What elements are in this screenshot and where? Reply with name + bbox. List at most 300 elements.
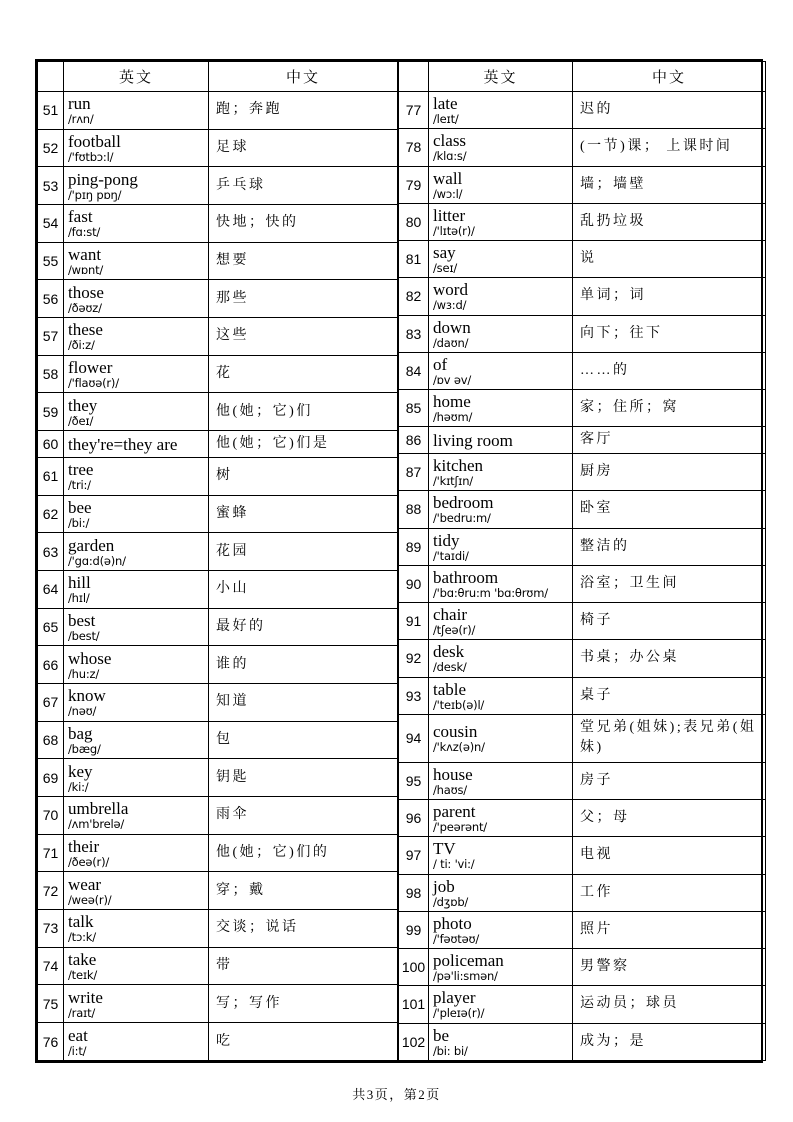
english-cell bbox=[429, 565, 573, 602]
english-cell bbox=[429, 640, 573, 677]
phonetic-transcription: /tɔ:k/ bbox=[68, 930, 96, 945]
phonetic-transcription: /wɜ:d/ bbox=[433, 298, 467, 313]
row-number: 59 bbox=[38, 393, 64, 431]
chinese-translation: 钥匙 bbox=[209, 759, 398, 797]
phonetic-transcription: /ʌm'brelə/ bbox=[68, 817, 125, 832]
english-word: cousin bbox=[433, 722, 478, 742]
row-number: 70 bbox=[38, 797, 64, 835]
header-number-left bbox=[38, 62, 64, 92]
table-row bbox=[38, 457, 398, 495]
chinese-translation: 花 bbox=[209, 355, 398, 393]
chinese-translation: (一节)课； 上课时间 bbox=[573, 129, 766, 166]
english-word: player bbox=[433, 988, 476, 1008]
english-word: talk bbox=[68, 912, 94, 932]
english-cell bbox=[64, 92, 209, 130]
table-row bbox=[38, 1023, 398, 1061]
phonetic-transcription: /wɒnt/ bbox=[68, 263, 104, 278]
english-word: kitchen bbox=[433, 456, 484, 476]
chinese-translation: 父；母 bbox=[573, 800, 766, 837]
english-word: best bbox=[68, 610, 96, 630]
english-cell bbox=[429, 800, 573, 837]
table-row bbox=[38, 608, 398, 646]
table-row bbox=[399, 528, 766, 565]
chinese-translation: 向下；往下 bbox=[573, 315, 766, 352]
english-cell bbox=[64, 947, 209, 985]
row-number: 71 bbox=[38, 834, 64, 872]
row-number: 73 bbox=[38, 910, 64, 948]
row-number: 82 bbox=[399, 278, 429, 315]
row-number: 72 bbox=[38, 872, 64, 910]
english-word: class bbox=[433, 131, 467, 151]
row-number: 97 bbox=[399, 837, 429, 874]
vocab-table-right bbox=[398, 61, 766, 1061]
row-number: 87 bbox=[399, 454, 429, 491]
row-number: 56 bbox=[38, 280, 64, 318]
english-word: photo bbox=[433, 913, 472, 933]
english-word: ping-pong bbox=[68, 169, 138, 189]
chinese-translation: 他(她；它)们 bbox=[209, 393, 398, 431]
phonetic-transcription: /'kʌz(ə)n/ bbox=[433, 740, 485, 755]
phonetic-transcription: /'teɪb(ə)l/ bbox=[433, 697, 485, 712]
table-row bbox=[399, 241, 766, 278]
table-row bbox=[38, 721, 398, 759]
english-cell bbox=[64, 393, 209, 431]
english-cell bbox=[64, 608, 209, 646]
chinese-translation: 足球 bbox=[209, 129, 398, 167]
row-number: 64 bbox=[38, 570, 64, 608]
phonetic-transcription: /tri:/ bbox=[68, 478, 91, 493]
english-cell bbox=[64, 129, 209, 167]
table-row bbox=[38, 872, 398, 910]
english-cell bbox=[429, 92, 573, 129]
phonetic-transcription: /hu:z/ bbox=[68, 666, 100, 681]
english-cell bbox=[429, 911, 573, 948]
header-english-right: 英文 bbox=[429, 62, 573, 92]
table-row bbox=[38, 834, 398, 872]
row-number: 69 bbox=[38, 759, 64, 797]
chinese-translation: 书桌；办公桌 bbox=[573, 640, 766, 677]
phonetic-transcription: /ðeə(r)/ bbox=[68, 855, 110, 869]
row-number: 99 bbox=[399, 911, 429, 948]
table-row bbox=[399, 837, 766, 874]
chinese-translation: 卧室 bbox=[573, 491, 766, 528]
row-number: 81 bbox=[399, 241, 429, 278]
header-row bbox=[38, 62, 398, 92]
phonetic-transcription: /weə(r)/ bbox=[68, 892, 112, 907]
english-cell bbox=[429, 1023, 573, 1060]
english-cell bbox=[429, 129, 573, 166]
row-number: 98 bbox=[399, 874, 429, 911]
table-row bbox=[38, 570, 398, 608]
row-number: 88 bbox=[399, 491, 429, 528]
table-row bbox=[399, 714, 766, 762]
english-word: flower bbox=[68, 358, 113, 378]
phonetic-transcription: /bæg/ bbox=[68, 741, 101, 756]
phonetic-transcription: /'lɪtə(r)/ bbox=[433, 223, 475, 238]
english-cell bbox=[64, 646, 209, 684]
table-row bbox=[399, 762, 766, 799]
row-number: 55 bbox=[38, 242, 64, 280]
english-word: bedroom bbox=[433, 493, 494, 513]
row-number: 102 bbox=[399, 1023, 429, 1060]
english-word: these bbox=[68, 320, 103, 340]
english-cell bbox=[64, 242, 209, 280]
phonetic-transcription: /tʃeə(r)/ bbox=[433, 623, 476, 638]
phonetic-transcription: /raɪt/ bbox=[68, 1005, 96, 1020]
english-cell bbox=[64, 872, 209, 910]
header-chinese-right: 中文 bbox=[573, 62, 766, 92]
chinese-translation: 跑；奔跑 bbox=[209, 92, 398, 130]
table-row bbox=[38, 797, 398, 835]
chinese-translation: 迟的 bbox=[573, 92, 766, 129]
row-number: 51 bbox=[38, 92, 64, 130]
phonetic-transcription: /'gɑ:d(ə)n/ bbox=[68, 553, 126, 568]
chinese-translation: 那些 bbox=[209, 280, 398, 318]
row-number: 86 bbox=[399, 427, 429, 454]
row-number: 94 bbox=[399, 714, 429, 762]
english-word: chair bbox=[433, 605, 467, 625]
english-cell bbox=[64, 431, 209, 458]
english-word: tidy bbox=[433, 530, 460, 550]
english-cell bbox=[429, 949, 573, 986]
english-cell bbox=[429, 603, 573, 640]
english-word: litter bbox=[433, 205, 466, 225]
phonetic-transcription: /'peərənt/ bbox=[433, 820, 487, 835]
table-row bbox=[38, 167, 398, 205]
english-cell bbox=[429, 528, 573, 565]
english-cell bbox=[429, 203, 573, 240]
english-cell bbox=[429, 986, 573, 1023]
row-number: 63 bbox=[38, 533, 64, 571]
table-row bbox=[38, 910, 398, 948]
table-row bbox=[399, 986, 766, 1023]
table-row bbox=[399, 911, 766, 948]
phonetic-transcription: /'flaʊə(r)/ bbox=[68, 376, 119, 391]
row-number: 58 bbox=[38, 355, 64, 393]
page-footer: 共3页，第2页 bbox=[352, 1087, 441, 1102]
row-number: 79 bbox=[399, 166, 429, 203]
table-row bbox=[38, 280, 398, 318]
phonetic-transcription: /i:t/ bbox=[68, 1043, 87, 1058]
table-row bbox=[38, 431, 398, 458]
chinese-translation: 单词；词 bbox=[573, 278, 766, 315]
row-number: 66 bbox=[38, 646, 64, 684]
row-number: 76 bbox=[38, 1023, 64, 1061]
english-word: whose bbox=[68, 648, 112, 668]
phonetic-transcription: /klɑ:s/ bbox=[433, 149, 467, 164]
phonetic-transcription: /'bɑ:θru:m 'bɑ:θrʊm/ bbox=[433, 585, 548, 600]
english-cell bbox=[429, 315, 573, 352]
phonetic-transcription: /wɔ:l/ bbox=[433, 186, 463, 201]
table-row bbox=[399, 92, 766, 129]
english-word: table bbox=[433, 679, 467, 699]
chinese-translation: 知道 bbox=[209, 683, 398, 721]
phonetic-transcription: /fɑ:st/ bbox=[68, 225, 101, 240]
table-row bbox=[399, 874, 766, 911]
chinese-translation: 最好的 bbox=[209, 608, 398, 646]
row-number: 89 bbox=[399, 528, 429, 565]
row-number: 67 bbox=[38, 683, 64, 721]
phonetic-transcription: /ɒv əv/ bbox=[433, 372, 471, 387]
english-word: run bbox=[68, 94, 91, 114]
english-cell bbox=[64, 834, 209, 872]
english-word: know bbox=[68, 686, 106, 706]
table-row bbox=[38, 985, 398, 1023]
english-cell bbox=[429, 454, 573, 491]
english-cell bbox=[64, 721, 209, 759]
phonetic-transcription: /hɪl/ bbox=[68, 591, 90, 606]
english-cell bbox=[429, 874, 573, 911]
english-word: late bbox=[433, 94, 458, 114]
chinese-translation: 整洁的 bbox=[573, 528, 766, 565]
table-row bbox=[38, 242, 398, 280]
row-number: 53 bbox=[38, 167, 64, 205]
english-word: house bbox=[433, 764, 473, 784]
chinese-translation: 吃 bbox=[209, 1023, 398, 1061]
english-word: football bbox=[68, 132, 121, 151]
english-cell bbox=[64, 759, 209, 797]
english-cell bbox=[64, 318, 209, 356]
row-number: 91 bbox=[399, 603, 429, 640]
header-english-left: 英文 bbox=[64, 62, 209, 92]
table-row bbox=[399, 800, 766, 837]
english-cell bbox=[429, 390, 573, 427]
chinese-translation: 他(她；它)们是 bbox=[209, 431, 398, 458]
english-word: they bbox=[68, 395, 98, 415]
chinese-translation: 花园 bbox=[209, 533, 398, 571]
english-word: job bbox=[433, 876, 455, 896]
chinese-translation: 电视 bbox=[573, 837, 766, 874]
table-row bbox=[38, 646, 398, 684]
vocab-tables-container bbox=[35, 59, 763, 1063]
phonetic-transcription: /leɪt/ bbox=[433, 112, 459, 127]
table-row bbox=[38, 393, 398, 431]
chinese-translation: ……的 bbox=[573, 352, 766, 389]
table-row bbox=[399, 640, 766, 677]
english-cell bbox=[64, 985, 209, 1023]
phonetic-transcription: /'fʊtbɔ:l/ bbox=[68, 150, 114, 164]
row-number: 84 bbox=[399, 352, 429, 389]
table-row bbox=[399, 278, 766, 315]
row-number: 68 bbox=[38, 721, 64, 759]
chinese-translation: 椅子 bbox=[573, 603, 766, 640]
row-number: 93 bbox=[399, 677, 429, 714]
phonetic-transcription: /ðəʊz/ bbox=[68, 300, 102, 315]
english-word: their bbox=[68, 837, 100, 856]
chinese-translation: 交谈；说话 bbox=[209, 910, 398, 948]
english-word: fast bbox=[68, 207, 93, 227]
header-chinese-left: 中文 bbox=[209, 62, 398, 92]
table-row bbox=[38, 759, 398, 797]
phonetic-transcription: /haʊs/ bbox=[433, 782, 467, 797]
english-word: home bbox=[433, 392, 471, 412]
row-number: 78 bbox=[399, 129, 429, 166]
phonetic-transcription: /dʒɒb/ bbox=[433, 894, 469, 909]
english-word: garden bbox=[68, 535, 115, 555]
phonetic-transcription: /daʊn/ bbox=[433, 335, 469, 350]
row-number: 95 bbox=[399, 762, 429, 799]
header-number-right bbox=[399, 62, 429, 92]
table-row bbox=[399, 427, 766, 454]
row-number: 75 bbox=[38, 985, 64, 1023]
english-cell bbox=[64, 1023, 209, 1061]
table-row bbox=[38, 533, 398, 571]
phonetic-transcription: / ti: 'vi:/ bbox=[433, 857, 475, 872]
phonetic-transcription: /nəʊ/ bbox=[68, 704, 97, 719]
chinese-translation: 快地；快的 bbox=[209, 205, 398, 243]
row-number: 92 bbox=[399, 640, 429, 677]
english-word: hill bbox=[68, 573, 91, 593]
english-word: be bbox=[433, 1025, 450, 1045]
phonetic-transcription: /desk/ bbox=[433, 660, 467, 675]
chinese-translation: 这些 bbox=[209, 318, 398, 356]
phonetic-transcription: /həʊm/ bbox=[433, 410, 473, 425]
english-word: they're=they are bbox=[68, 434, 178, 454]
chinese-translation: 浴室；卫生间 bbox=[573, 565, 766, 602]
chinese-translation: 穿；戴 bbox=[209, 872, 398, 910]
chinese-translation: 房子 bbox=[573, 762, 766, 799]
chinese-translation: 工作 bbox=[573, 874, 766, 911]
vocab-table-left bbox=[37, 61, 398, 1061]
chinese-translation: 家；住所；窝 bbox=[573, 390, 766, 427]
row-number: 62 bbox=[38, 495, 64, 533]
chinese-translation: 客厅 bbox=[573, 427, 766, 454]
row-number: 101 bbox=[399, 986, 429, 1023]
english-word: down bbox=[433, 317, 471, 337]
english-cell bbox=[64, 797, 209, 835]
table-row bbox=[399, 203, 766, 240]
row-number: 96 bbox=[399, 800, 429, 837]
phonetic-transcription: /ðeɪ/ bbox=[68, 413, 94, 428]
english-word: write bbox=[68, 987, 103, 1007]
chinese-translation: 带 bbox=[209, 947, 398, 985]
english-cell bbox=[429, 241, 573, 278]
phonetic-transcription: /'bedru:m/ bbox=[433, 511, 491, 526]
english-cell bbox=[64, 457, 209, 495]
phonetic-transcription: /'fəʊtəʊ/ bbox=[433, 931, 480, 946]
table-row bbox=[399, 603, 766, 640]
table-row bbox=[399, 949, 766, 986]
header-row bbox=[399, 62, 766, 92]
chinese-translation: 运动员；球员 bbox=[573, 986, 766, 1023]
table-row bbox=[38, 92, 398, 130]
table-row bbox=[399, 352, 766, 389]
row-number: 60 bbox=[38, 431, 64, 458]
english-cell bbox=[64, 570, 209, 608]
english-word: key bbox=[68, 761, 93, 781]
row-number: 100 bbox=[399, 949, 429, 986]
english-cell bbox=[64, 683, 209, 721]
table-row bbox=[38, 205, 398, 243]
row-number: 80 bbox=[399, 203, 429, 240]
english-cell bbox=[429, 762, 573, 799]
english-word: bee bbox=[68, 497, 92, 517]
chinese-translation: 想要 bbox=[209, 242, 398, 280]
table-row bbox=[399, 315, 766, 352]
chinese-translation: 小山 bbox=[209, 570, 398, 608]
english-cell bbox=[429, 352, 573, 389]
table-row bbox=[399, 491, 766, 528]
english-cell bbox=[429, 491, 573, 528]
phonetic-transcription: /rʌn/ bbox=[68, 112, 94, 127]
table-row bbox=[38, 495, 398, 533]
table-row bbox=[399, 677, 766, 714]
chinese-translation: 桌子 bbox=[573, 677, 766, 714]
chinese-translation: 堂兄弟(姐妹);表兄弟(姐妹) bbox=[573, 714, 766, 762]
phonetic-transcription: /teɪk/ bbox=[68, 968, 98, 983]
table-row bbox=[38, 947, 398, 985]
english-word: parent bbox=[433, 802, 476, 822]
english-word: umbrella bbox=[68, 799, 129, 819]
english-word: TV bbox=[433, 839, 456, 859]
row-number: 74 bbox=[38, 947, 64, 985]
english-word: those bbox=[68, 282, 104, 302]
chinese-translation: 厨房 bbox=[573, 454, 766, 491]
english-cell bbox=[429, 677, 573, 714]
english-cell bbox=[64, 167, 209, 205]
table-row bbox=[38, 683, 398, 721]
english-cell bbox=[64, 280, 209, 318]
phonetic-transcription: /ði:z/ bbox=[68, 338, 95, 353]
english-word: wall bbox=[433, 168, 463, 188]
table-row bbox=[399, 390, 766, 427]
english-word: say bbox=[433, 243, 456, 263]
english-word: of bbox=[433, 354, 448, 374]
english-word: wear bbox=[68, 874, 102, 894]
chinese-translation: 说 bbox=[573, 241, 766, 278]
english-word: desk bbox=[433, 642, 465, 662]
chinese-translation: 乒乓球 bbox=[209, 167, 398, 205]
row-number: 54 bbox=[38, 205, 64, 243]
row-number: 77 bbox=[399, 92, 429, 129]
row-number: 85 bbox=[399, 390, 429, 427]
row-number: 61 bbox=[38, 457, 64, 495]
english-word: eat bbox=[68, 1025, 88, 1045]
phonetic-transcription: /seɪ/ bbox=[433, 261, 458, 276]
english-cell bbox=[429, 837, 573, 874]
chinese-translation: 谁的 bbox=[209, 646, 398, 684]
english-cell bbox=[64, 205, 209, 243]
english-cell bbox=[64, 355, 209, 393]
english-word: tree bbox=[68, 460, 94, 480]
table-row bbox=[399, 1023, 766, 1060]
english-cell bbox=[64, 495, 209, 533]
english-cell bbox=[429, 278, 573, 315]
english-cell bbox=[429, 427, 573, 454]
chinese-translation: 雨伞 bbox=[209, 797, 398, 835]
english-word: bathroom bbox=[433, 567, 499, 587]
row-number: 90 bbox=[399, 565, 429, 602]
row-number: 65 bbox=[38, 608, 64, 646]
english-word: want bbox=[68, 245, 102, 265]
english-word: word bbox=[433, 280, 468, 300]
phonetic-transcription: /'kɪtʃɪn/ bbox=[433, 474, 473, 489]
english-cell bbox=[64, 533, 209, 571]
table-row bbox=[38, 129, 398, 167]
english-word: living room bbox=[433, 430, 513, 450]
english-cell bbox=[64, 910, 209, 948]
chinese-translation: 树 bbox=[209, 457, 398, 495]
phonetic-transcription: /bi:/ bbox=[68, 515, 90, 530]
chinese-translation: 男警察 bbox=[573, 949, 766, 986]
row-number: 83 bbox=[399, 315, 429, 352]
table-row bbox=[399, 129, 766, 166]
table-row bbox=[399, 454, 766, 491]
phonetic-transcription: /'pɪŋ pɒŋ/ bbox=[68, 187, 122, 202]
table-row bbox=[38, 355, 398, 393]
chinese-translation: 他(她；它)们的 bbox=[209, 834, 398, 872]
english-cell bbox=[429, 166, 573, 203]
